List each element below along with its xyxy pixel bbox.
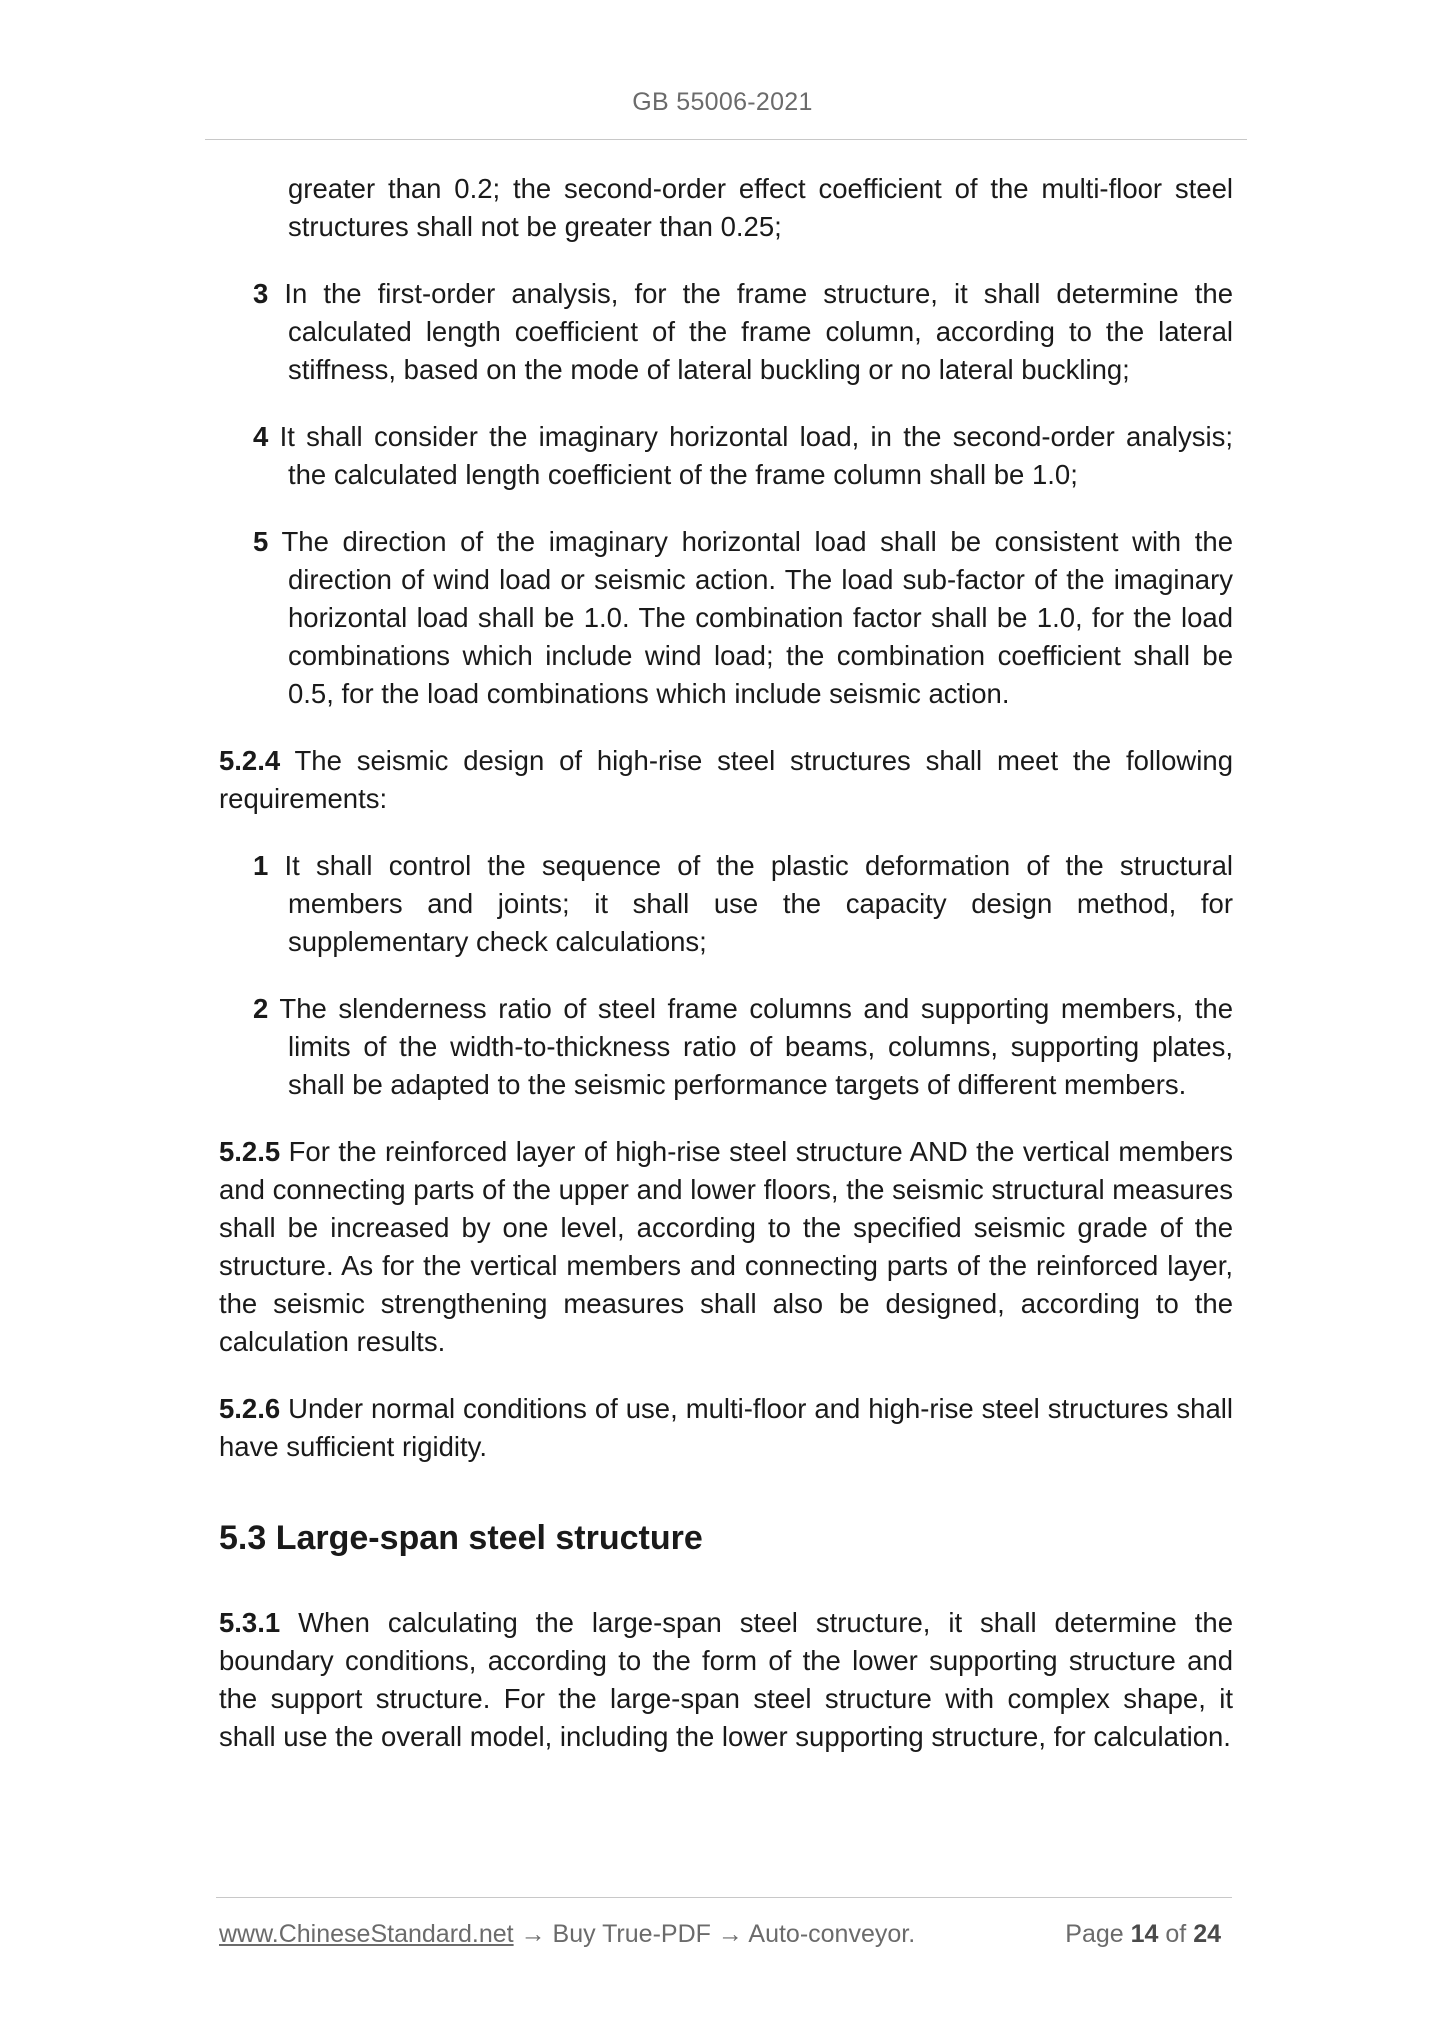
item-number: 4 xyxy=(253,421,269,452)
item-text: The direction of the imaginary horizontal load shall be consistent with the direction of wind load or seismic action. The load sub-factor of the imaginary horizontal load shall be 1.0. The combination factor shall be 1.0, for the load combinations which include wind load; the combination coefficient shall be 0.5, for the load combinations which include seismic action. xyxy=(268,526,1233,709)
clause-5-3-1 xyxy=(219,1604,1233,1756)
item-text: In the first-order analysis, for the frame structure, it shall determine the calculated length coefficient of the frame column, according to the lateral stiffness, based on the mode of lateral buckling or no lateral buckling; xyxy=(268,278,1233,385)
item-number: 1 xyxy=(253,850,269,881)
clause-text: When calculating the large-span steel structure, it shall determine the boundary conditions, according to the form of the lower supporting structure and the support structure. For the large-span steel structure with complex shape, it shall use the overall model, including the lower supporting structure, for calculation. xyxy=(219,1607,1233,1752)
clause-number: 5.2.6 xyxy=(219,1393,281,1424)
website-link[interactable]: www.ChineseStandard.net xyxy=(219,1920,514,1948)
page-number xyxy=(1065,1920,1221,1949)
continued-item-text: greater than 0.2; the second-order effect coefficient of the multi-floor steel structures shall not be greater than 0.25; xyxy=(288,173,1233,242)
footer-divider xyxy=(216,1897,1232,1898)
list-item-3 xyxy=(219,275,1233,389)
page-of: of xyxy=(1158,1920,1194,1948)
clause-number: 5.2.4 xyxy=(219,745,281,776)
item-number: 5 xyxy=(253,526,269,557)
page-label: Page xyxy=(1065,1920,1131,1948)
clause-5-2-4-item-2 xyxy=(219,990,1233,1104)
clause-number: 5.3.1 xyxy=(219,1607,281,1638)
section-heading: 5.3 Large-span steel structure xyxy=(219,1519,703,1557)
document-body xyxy=(219,170,1233,1785)
footer-trail-text: → Buy True-PDF → Auto-conveyor. xyxy=(513,1920,916,1948)
clause-number: 5.2.5 xyxy=(219,1136,281,1167)
item-text: It shall control the sequence of the plastic deformation of the structural members and joints; it shall use the capacity design method, for supplementary check calculations; xyxy=(268,850,1233,957)
clause-text: The seismic design of high-rise steel structures shall meet the following requirements: xyxy=(219,745,1233,814)
page-total: 24 xyxy=(1193,1920,1221,1948)
page-header: GB 55006-2021 xyxy=(632,88,813,116)
item-text: The slenderness ratio of steel frame columns and supporting members, the limits of the width-to-thickness ratio of beams, columns, supporting plates, shall be adapted to the seismic performance targets of different members. xyxy=(268,993,1233,1100)
item-text: It shall consider the imaginary horizontal load, in the second-order analysis; the calculated length coefficient of the frame column shall be 1.0; xyxy=(268,421,1233,490)
header-divider xyxy=(205,139,1247,140)
page-current: 14 xyxy=(1130,1920,1159,1948)
clause-text: For the reinforced layer of high-rise steel structure AND the vertical members and connecting parts of the upper and lower floors, the seismic structural measures shall be increased by one level, according to the specified seismic grade of the structure. As for the vertical members and connecting parts of the reinforced layer, the seismic strengthening measures shall also be designed, according to the calculation results. xyxy=(219,1136,1233,1357)
item-number: 2 xyxy=(253,993,269,1024)
clause-5-2-4-item-1 xyxy=(219,847,1233,961)
clause-5-2-6 xyxy=(219,1390,1233,1466)
item-number: 3 xyxy=(253,278,269,309)
footer-source xyxy=(219,1920,915,1949)
clause-5-2-5 xyxy=(219,1133,1233,1361)
clause-text: Under normal conditions of use, multi-floor and high-rise steel structures shall have sufficient rigidity. xyxy=(219,1393,1233,1462)
list-item-5 xyxy=(219,523,1233,713)
clause-5-2-4 xyxy=(219,742,1233,818)
list-item-4 xyxy=(219,418,1233,494)
